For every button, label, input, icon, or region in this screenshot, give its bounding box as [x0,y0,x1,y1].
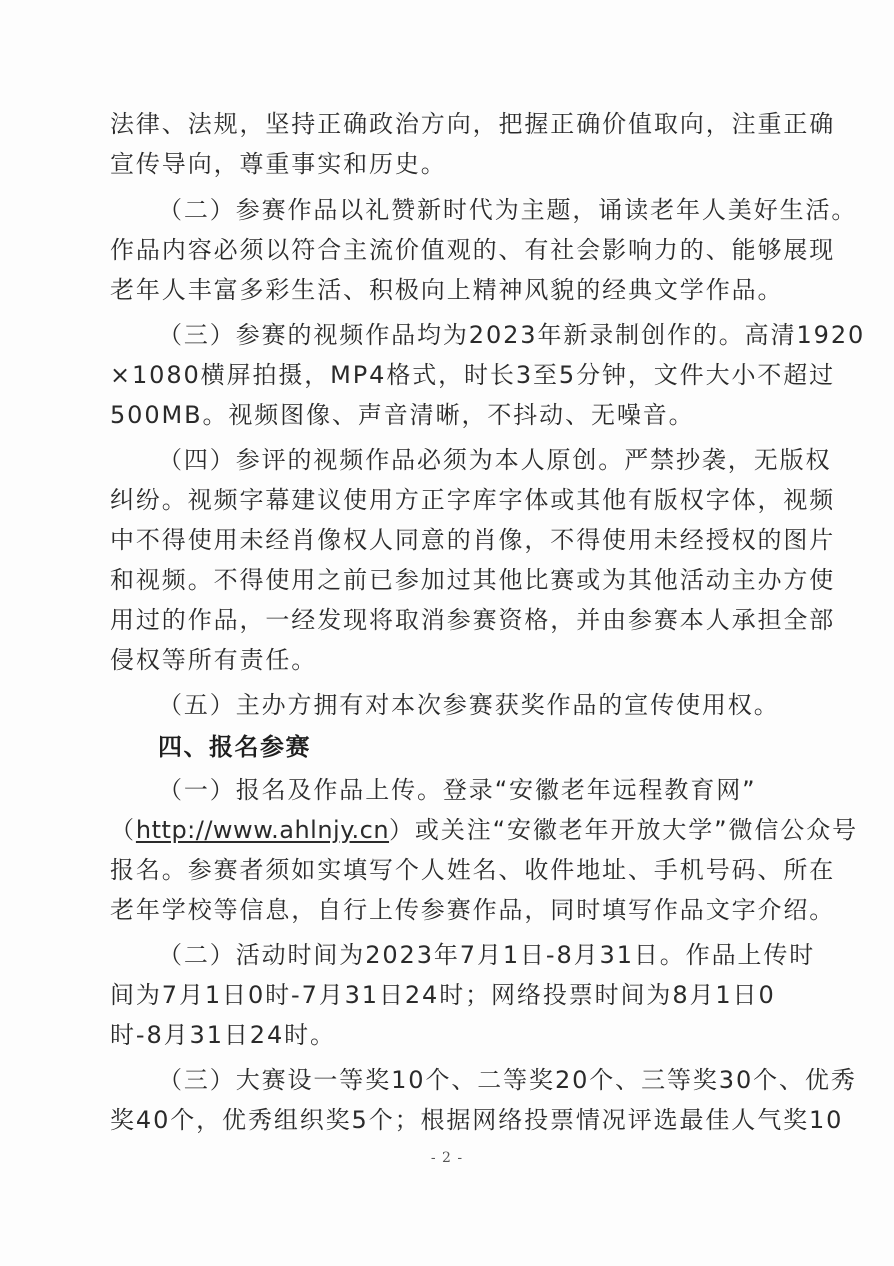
text-line: 作品内容必须以符合主流价值观的、有社会影响力的、能够展现 [110,236,836,264]
text-line-with-link [110,810,858,850]
text-line: 老年学校等信息，自行上传参赛作品，同时填写作品文字介绍。 [110,896,836,924]
text-line: 报名。参赛者须如实填写个人姓名、收件地址、手机号码、所在 [110,856,836,884]
text-line: 纠纷。视频字幕建议使用方正字库字体或其他有版权字体，视频 [110,486,836,514]
text-line: 老年人丰富多彩生活、积极向上精神风貌的经典文学作品。 [110,276,784,304]
text-line: （二）参赛作品以礼赞新时代为主题，诵读老年人美好生活。 [158,196,858,224]
text-line: （三）参赛的视频作品均为2023年新录制创作的。高清1920 [158,321,866,349]
text-line: 时-8月31日24时。 [110,1021,336,1049]
text-line: 和视频。不得使用之前已参加过其他比赛或为其他活动主办方使 [110,566,836,594]
paren-open: （ [110,816,136,844]
website-link[interactable]: http://www.ahlnjy.cn [135,816,390,844]
text-line: 中不得使用未经肖像权人同意的肖像，不得使用未经授权的图片 [110,526,836,554]
page-number: - 2 - [430,1150,464,1166]
text-line: （四）参评的视频作品必须为本人原创。严禁抄袭，无版权 [158,446,832,474]
text-line: （三）大赛设一等奖10个、二等奖20个、三等奖30个、优秀 [158,1066,857,1094]
text-line: 500MB。视频图像、声音清晰，不抖动、无噪音。 [110,401,695,429]
text-line: 法律、法规，坚持正确政治方向，把握正确价值取向，注重正确 [110,110,836,138]
section-heading: 四、报名参赛 [158,733,311,761]
text-line: 用过的作品，一经发现将取消参赛资格，并由参赛本人承担全部 [110,606,836,634]
text-line: 奖40个，优秀组织奖5个；根据网络投票情况评选最佳人气奖10 [110,1106,844,1134]
text-line: 宣传导向，尊重事实和历史。 [110,150,447,178]
text-line: （二）活动时间为2023年7月1日-8月31日。作品上传时 [158,941,816,969]
text-line: 侵权等所有责任。 [110,646,318,674]
text-line: （一）报名及作品上传。登录“安徽老年远程教育网” [158,776,757,804]
text-line: 间为7月1日0时-7月31日24时；网络投票时间为8月1日0 [110,981,776,1009]
text-line: ×1080横屏拍摄，MP4格式，时长3至5分钟，文件大小不超过 [110,361,836,389]
text-line: （五）主办方拥有对本次参赛获奖作品的宣传使用权。 [158,691,780,719]
text-fragment: ）或关注“安徽老年开放大学”微信公众号 [389,816,858,844]
